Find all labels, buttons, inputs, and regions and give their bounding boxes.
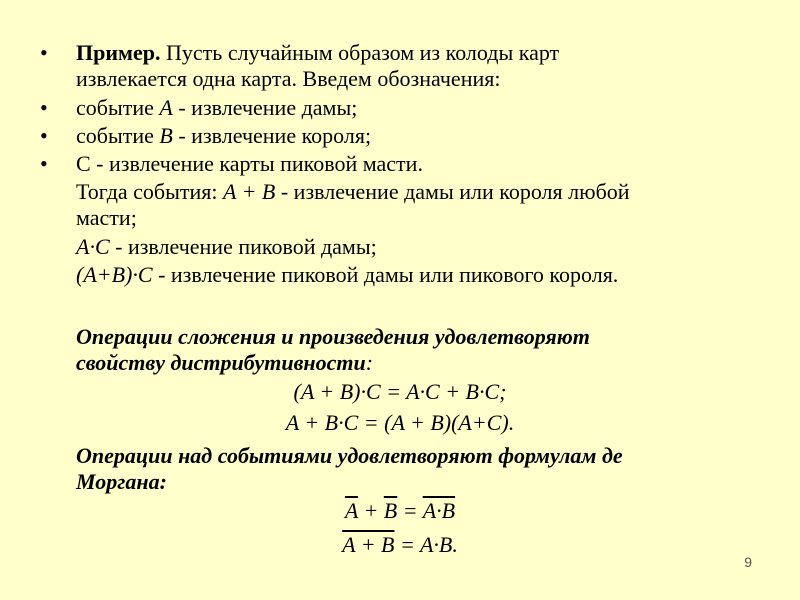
example-label: Пример. <box>76 40 161 65</box>
bullet-dot-3: • <box>40 123 48 148</box>
not-a: $\overline{A}$ <box>344 498 358 523</box>
distributivity-heading-1: Операции сложения и произведения удовлетворяют <box>76 324 590 349</box>
continuation-line-3-rest: - извлечение пиковой дамы; <box>109 234 377 259</box>
bullet-dot-1: • <box>40 40 48 65</box>
period: . <box>452 532 458 557</box>
equals-sign-2: = <box>394 532 420 557</box>
continuation-line-2: масти; <box>76 205 137 230</box>
formula-a-dot-c: A·C <box>76 234 110 259</box>
bullet-3-rest: - извлечение короля; <box>172 123 372 148</box>
bullet-3 <box>76 123 371 149</box>
demorgan-formula-1 <box>0 498 800 524</box>
continuation-line-4 <box>76 262 618 288</box>
bullet-2-prefix: событие <box>76 95 160 120</box>
not-ab: A·B <box>422 498 456 523</box>
bullet-dot-2: • <box>40 95 48 120</box>
distributivity-formula-2: A + B·C = (A + B)(A+C). <box>285 410 515 435</box>
bullet-4: С - извлечение карты пиковой масти. <box>76 151 423 176</box>
continuation-line-4-rest: - извлечение пиковой дамы или пикового короля. <box>152 262 619 287</box>
event-a: A <box>159 95 173 120</box>
bullet-2-rest: - извлечение дамы; <box>172 95 358 120</box>
formula-a-plus-b-dot-c: (A+B)·C <box>76 262 153 287</box>
bullet-2 <box>76 95 357 121</box>
b-term: B <box>438 532 453 557</box>
bullet-3-prefix: событие <box>76 123 160 148</box>
equals-sign: = <box>397 498 423 523</box>
plus-sign: + <box>357 498 384 523</box>
distributivity-term: свойству дистрибутивности <box>76 350 366 375</box>
page-number: 9 <box>744 554 752 570</box>
then-events-label: Тогда события: <box>76 179 224 204</box>
not-b: $\overline{B}$ <box>383 498 398 523</box>
not-a-plus-b: A + B <box>342 532 395 557</box>
formula-a-plus-b: A + B <box>223 179 276 204</box>
bullet-1-line-1 <box>76 40 559 66</box>
a-term: A <box>419 532 434 557</box>
continuation-line-1 <box>76 179 630 205</box>
demorgan-formula-2 <box>0 532 800 558</box>
event-b: B <box>159 123 173 148</box>
distributivity-formula-1: (A + B)·C = A·C + B·C; <box>293 379 507 404</box>
dot-sign: · <box>433 532 439 557</box>
bullet-1-line-2: извлекается одна карта. Введем обозначения: <box>76 66 501 91</box>
distributivity-colon: : <box>365 350 374 375</box>
bullet-1-text: Пусть случайным образом из колоды карт <box>160 40 560 65</box>
demorgan-heading-2: Моргана: <box>76 469 167 494</box>
continuation-line-3 <box>76 234 377 260</box>
bullet-dot-4: • <box>40 151 48 176</box>
demorgan-heading-1: Операции над событиями удовлетворяют формулам де <box>76 443 623 468</box>
continuation-line-1-rest: - извлечение дамы или короля любой <box>275 179 630 204</box>
distributivity-heading-2 <box>76 350 373 376</box>
